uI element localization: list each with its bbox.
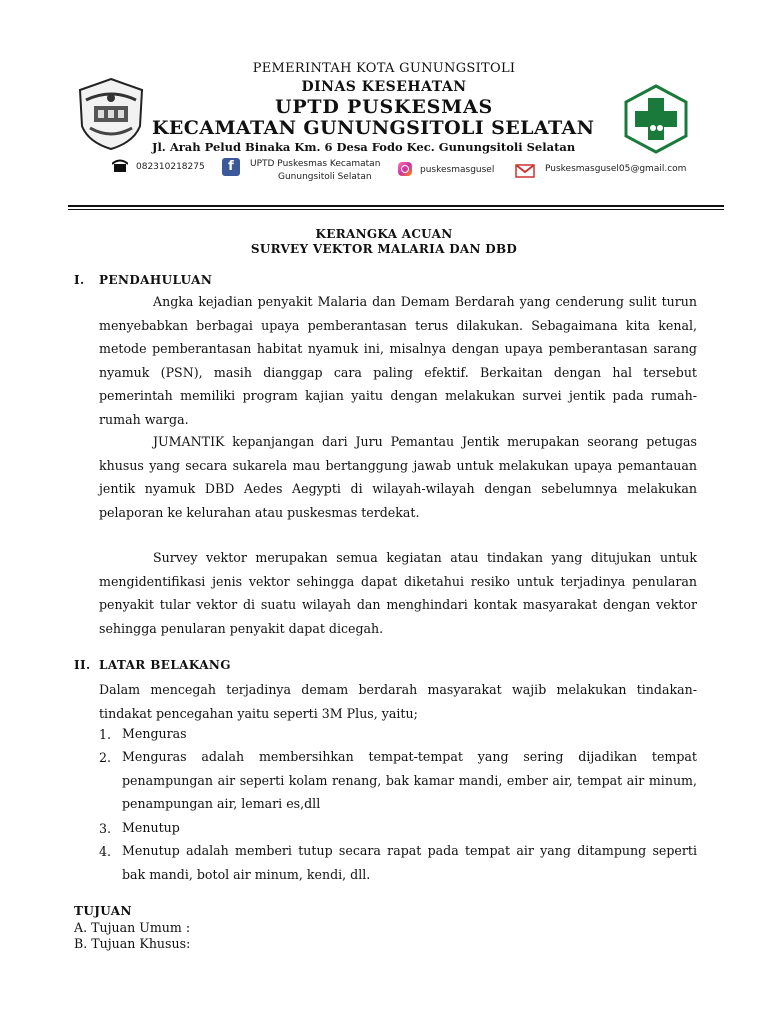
facebook-icon: f <box>222 158 240 176</box>
list-item-4-number: 4. <box>99 844 112 859</box>
doc-title-line-1: KERANGKA ACUAN <box>315 227 453 241</box>
facebook-line-1: UPTD Puskesmas Kecamatan <box>250 159 381 169</box>
header-divider-thick <box>68 205 724 207</box>
section-2-number: II. <box>74 658 91 672</box>
section-1-paragraph-2-text: JUMANTIK kepanjangan dari Juru Pemantau Jentik merupakan seorang petugas khusus yang secara sukarela mau bertanggung jawab untuk melakukan upaya pemantauan jentik nyamuk DBD Aedes Aegypti di wilayah-wilayah dengan sebelumnya melakukan pelaporan ke kelurahan atau puskesmas terdekat. <box>99 434 697 520</box>
tujuan-khusus: B. Tujuan Khusus: <box>74 936 191 951</box>
section-2-heading: LATAR BELAKANG <box>99 658 231 672</box>
section-1-heading: PENDAHULUAN <box>99 273 213 287</box>
section-1-paragraph-1 <box>99 290 697 431</box>
district-name: KECAMATAN GUNUNGSITOLI SELATAN <box>152 117 595 139</box>
instagram-handle: puskesmasgusel <box>420 165 495 175</box>
header-divider-thin <box>68 209 724 210</box>
facebook-line-2: Gunungsitoli Selatan <box>278 172 372 182</box>
section-1-paragraph-2 <box>99 430 697 524</box>
section-2-intro: Dalam mencegah terjadinya demam berdarah masyarakat wajib melakukan tindakan-tindakat pencegahan yaitu seperti 3M Plus, yaitu; <box>99 682 697 721</box>
doc-title-line-2: SURVEY VEKTOR MALARIA DAN DBD <box>250 242 518 256</box>
section-1-paragraph-3 <box>99 546 697 640</box>
instagram-icon <box>398 162 412 176</box>
government-name: PEMERINTAH KOTA GUNUNGSITOLI <box>252 61 516 76</box>
list-item-3-number: 3. <box>99 821 112 836</box>
phone-icon <box>112 158 128 172</box>
list-item-3-text: Menutup <box>122 820 180 835</box>
section-1-number: I. <box>74 273 85 287</box>
tujuan-heading: TUJUAN <box>74 904 132 918</box>
tujuan-umum: A. Tujuan Umum : <box>74 920 191 935</box>
list-item-1-text: Menguras <box>122 726 187 741</box>
email-address: Puskesmasgusel05@gmail.com <box>545 164 687 174</box>
department-name: DINAS KESEHATAN <box>301 79 467 95</box>
list-item-2-number: 2. <box>99 750 112 765</box>
list-item-1-number: 1. <box>99 727 112 742</box>
section-1-paragraph-1-text: Angka kejadian penyakit Malaria dan Demam Berdarah yang cenderung sulit turun menyebabkan berbagai upaya pemberantasan terus dilakukan. Sebagaimana kita kenal, metode pemberantasan habitat nyamuk ini, misalnya dengan upaya pemberantasan sarang nyamuk (PSN), masih dianggap cara paling efektif. Berkaitan dengan hal tersebut pemerintah memiliki program kajian yaitu dengan melakukan survei jentik pada rumah- rumah warga. <box>99 294 697 427</box>
list-item-4-text: Menutup adalah memberi tutup secara rapat pada tempat air yang ditampung seperti bak mandi, botol air minum, kendi, dll. <box>122 843 697 882</box>
phone-number: 082310218275 <box>136 162 205 172</box>
list-item-2-text: Menguras adalah membersihkan tempat-tempat yang sering dijadikan tempat penampungan air seperti kolam renang, bak kamar mandi, ember air, tempat air minum, penampungan air, lemari es,dll <box>122 749 697 811</box>
address: Jl. Arah Pelud Binaka Km. 6 Desa Fodo Kec. Gunungsitoli Selatan <box>152 140 576 154</box>
institution-name: UPTD PUSKESMAS <box>274 96 494 118</box>
email-icon <box>515 163 535 177</box>
section-1-paragraph-3-text: Survey vektor merupakan semua kegiatan atau tindakan yang ditujukan untuk mengidentifikasi jenis vektor sehingga dapat diketahui resiko untuk terjadinya penularan penyakit tular vektor di suatu wilayah dan menghindari kontak masyarakat dengan vektor sehingga penularan penyakit dapat dicegah. <box>99 550 697 636</box>
